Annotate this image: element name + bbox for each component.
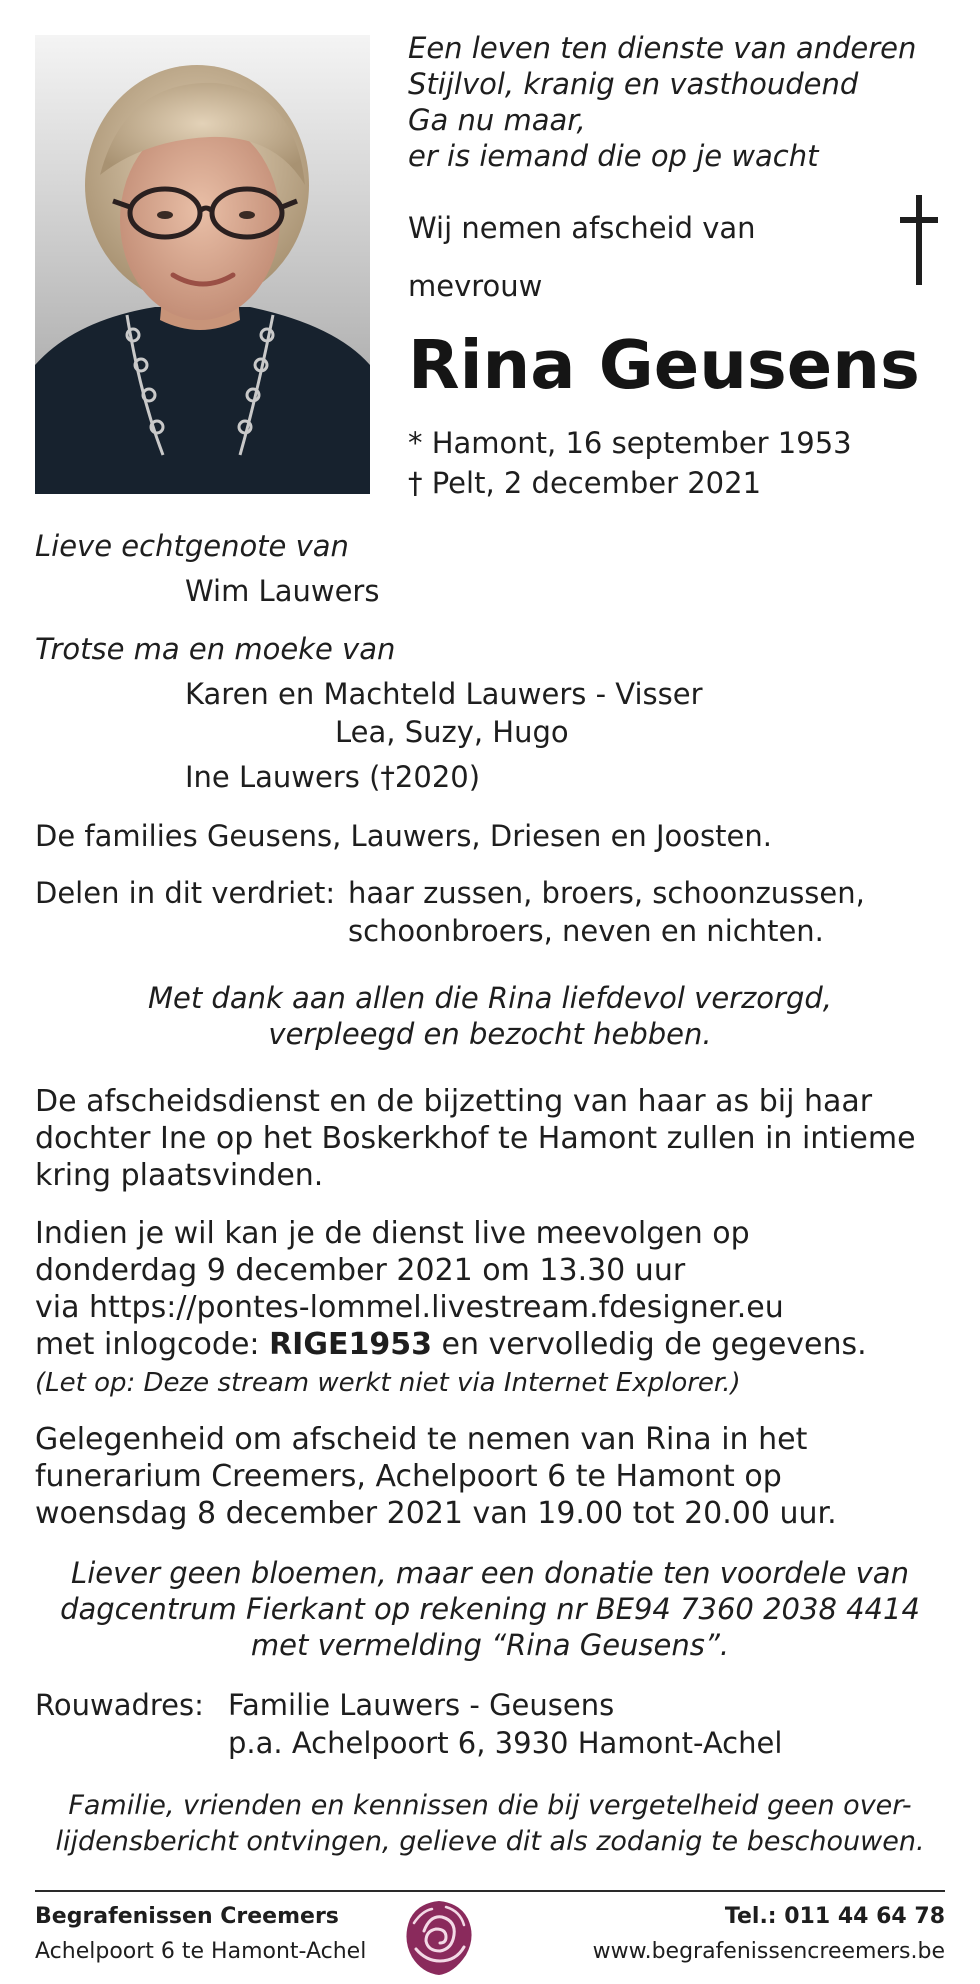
address-line: p.a. Achelpoort 6, 3930 Hamont-Achel	[228, 1726, 783, 1760]
poem-line: Ga nu maar,	[408, 103, 586, 137]
notice-line: Familie, vrienden en kennissen die bij vergetelheid geen over-	[68, 1790, 912, 1821]
spouse-name: Wim Lauwers	[185, 574, 380, 608]
visitation-line: funerarium Creemers, Achelpoort 6 te Hamont op	[35, 1459, 782, 1494]
visitation-line: woensdag 8 december 2021 van 19.00 tot 20.00 uur.	[35, 1496, 837, 1531]
browser-note: (Let op: Deze stream werkt niet via Internet Explorer.)	[35, 1368, 741, 1398]
login-code-suffix: en vervolledig de gegevens.	[441, 1327, 867, 1362]
families-line: De families Geusens, Lauwers, Driesen en Joosten.	[35, 819, 772, 853]
deceased-name: Rina Geusens	[408, 326, 920, 404]
visitation-text	[35, 1421, 837, 1532]
service-line: kring plaatsvinden.	[35, 1158, 324, 1193]
login-code-line	[35, 1326, 867, 1363]
service-line: dochter Ine op het Boskerkhof te Hamont zullen in intieme	[35, 1121, 916, 1156]
service-text	[35, 1083, 916, 1194]
death-date: † Pelt, 2 december 2021	[408, 466, 762, 500]
login-code: RIGE1953	[269, 1327, 432, 1362]
donation-line: dagcentrum Fierkant op rekening nr BE94 7360 2038 4414	[60, 1592, 920, 1626]
service-line: De afscheidsdienst en de bijzetting van haar as bij haar	[35, 1084, 873, 1119]
sharing-line: schoonbroers, neven en nichten.	[348, 914, 824, 948]
livestream-line: donderdag 9 december 2021 om 13.30 uur	[35, 1253, 686, 1288]
birth-date: * Hamont, 16 september 1953	[408, 426, 852, 460]
thanks-line: verpleegd en bezocht hebben.	[268, 1017, 712, 1051]
livestream-text	[35, 1215, 867, 1363]
thanks-text	[35, 980, 945, 1052]
poem-line: Een leven ten dienste van anderen	[408, 31, 917, 65]
spouse-heading: Lieve echtgenote van	[35, 529, 349, 563]
sharing-label: Delen in dit verdriet:	[35, 876, 336, 910]
sharing-line: haar zussen, broers, schoonzussen,	[348, 876, 865, 910]
intro-text: Wij nemen afscheid van	[408, 211, 756, 245]
livestream-line: Indien je wil kan je de dienst live meevolgen op	[35, 1216, 750, 1251]
notice-text	[35, 1788, 945, 1860]
child-name: Karen en Machteld Lauwers - Visser	[185, 677, 703, 711]
company-address: Achelpoort 6 te Hamont-Achel	[35, 1939, 367, 1964]
donation-line: Liever geen bloemen, maar een donatie ten voordele van	[71, 1556, 909, 1590]
thanks-line: Met dank aan allen die Rina liefdevol verzorgd,	[147, 981, 833, 1015]
rose-logo-icon	[402, 1897, 476, 1981]
visitation-line: Gelegenheid om afscheid te nemen van Rina in het	[35, 1422, 808, 1457]
company-phone: Tel.: 011 44 64 78	[724, 1904, 945, 1929]
donation-text	[35, 1555, 945, 1663]
company-name: Begrafenissen Creemers	[35, 1904, 339, 1929]
grandchildren-names: Lea, Suzy, Hugo	[335, 715, 569, 749]
notice-line: lijdensbericht ontvingen, gelieve dit als zodanig te beschouwen.	[55, 1826, 925, 1857]
address-line: Familie Lauwers - Geusens	[228, 1688, 615, 1722]
company-website[interactable]: www.begrafenissencreemers.be	[592, 1939, 945, 1964]
livestream-url: via https://pontes-lommel.livestream.fdesigner.eu	[35, 1290, 784, 1325]
login-code-label: met inlogcode:	[35, 1327, 260, 1362]
cross-icon	[896, 195, 942, 289]
child-name: Ine Lauwers (†2020)	[185, 760, 481, 794]
address-label: Rouwadres:	[35, 1688, 204, 1722]
portrait-photo	[35, 35, 370, 494]
poem-line: er is iemand die op je wacht	[408, 139, 819, 173]
footer-divider	[35, 1890, 945, 1892]
children-heading: Trotse ma en moeke van	[35, 632, 396, 666]
donation-line: met vermelding “Rina Geusens”.	[250, 1628, 730, 1662]
salutation: mevrouw	[408, 269, 543, 303]
poem	[408, 30, 916, 174]
poem-line: Stijlvol, kranig en vasthoudend	[408, 67, 859, 101]
